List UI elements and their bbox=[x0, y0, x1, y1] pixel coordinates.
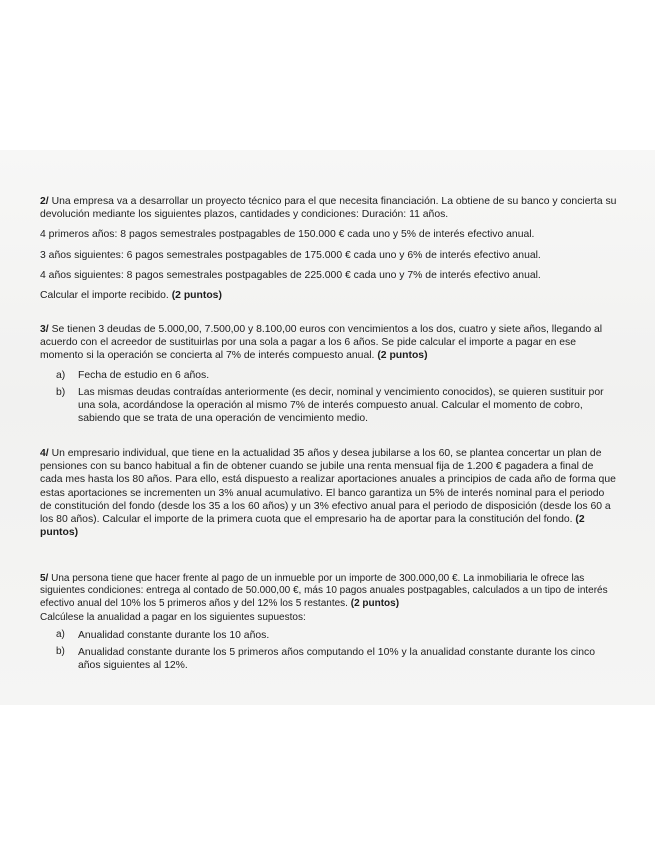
question-5-ask: Calcúlese la anualidad a pagar en los siguientes supuestos: bbox=[40, 612, 306, 624]
question-4 bbox=[40, 447, 618, 539]
question-number: 3/ bbox=[40, 324, 49, 335]
question-5-statement: 5/ Una persona tiene que hacer frente al pago de un inmueble por un importe de 300.000,00 €. La inmobiliaria le ofrece las siguientes condiciones: entrega al contado de 50.000,00 €, más 10 pagos anuales postpagables, calculados a un tipo de interés efectivo anual del 10% los 5 primeros años y del 12% los 5 restantes. (2 puntos) bbox=[40, 573, 608, 609]
question-2-line-1: 4 primeros años: 8 pagos semestrales postpagables de 150.000 € cada uno y 5% de interés efectivo anual. bbox=[40, 229, 535, 241]
question-5-part-b: b) Anualidad constante durante los 5 primeros años computando el 10% y la anualidad constante durante los cinco años siguientes al 12%. bbox=[56, 645, 595, 671]
question-3-part-a: a) Fecha de estudio en 6 años. bbox=[56, 369, 210, 381]
question-5 bbox=[40, 573, 618, 672]
question-number: 2/ bbox=[40, 196, 49, 207]
question-4-statement: 4/ Un empresario individual, que tiene en la actualidad 35 años y desea jubilarse a los 60, se plantea concertar un plan de pensiones con su banco habitual a fin de obtener cuando se jubile una renta mensual fija de 1.200 € pagadera a final de cada mes hasta los 80 años. Para ello, está dispuesto a realizar aportaciones anuales a principios de cada año de forma que estas aportaciones se incrementen un 3% anual acumulativo. El banco garantiza un 5% de interés nominal para el periodo de constitución del fondo (desde los 35 a los 60 años) y un 3% efectivo anual para el periodo de disposición (desde los 60 a los 80 años). Calcular el importe de la primera cuota que el empresario ha de aportar para la constitución del fondo. (2 puntos) bbox=[40, 448, 616, 539]
question-2 bbox=[40, 195, 618, 302]
question-2-ask: Calcular el importe recibido. (2 puntos) bbox=[40, 290, 222, 302]
question-3-part-b: b) Las mismas deudas contraídas anteriormente (es decir, nominal y vencimiento conocidos), se quieren sustituir por una sola, acordándose la operación al mismo 7% de interés compuesto anual. Calcular el momento de cobro, sabiendo que se trata de una operación de vencimiento medio. bbox=[56, 386, 604, 425]
points-label: (2 puntos) bbox=[171, 290, 222, 302]
question-number: 4/ bbox=[40, 448, 49, 459]
question-2-line-2: 3 años siguientes: 6 pagos semestrales postpagables de 175.000 € cada uno y 6% de interés efectivo anual. bbox=[40, 249, 541, 261]
points-label: (2 puntos) bbox=[40, 514, 585, 539]
question-3-statement: 3/ Se tienen 3 deudas de 5.000,00, 7.500,00 y 8.100,00 euros con vencimientos a los dos, cuatro y siete años, llegando al acuerdo con el acreedor de sustituirlas por una sola a pagar a los 6 años. Se pide calcular el importe a pagar en ese momento si la operación se concierta al 7% de interés compuesto anual. (2 puntos) bbox=[40, 324, 603, 362]
question-5-part-a: a) Anualidad constante durante los 10 años. bbox=[56, 628, 270, 641]
points-label: (2 puntos) bbox=[350, 597, 400, 609]
question-2-statement: 2/ Una empresa va a desarrollar un proyecto técnico para el que necesita financiación. La obtiene de su banco y concierta su devolución mediante los siguientes plazos, cantidades y condiciones: Duración: 11 años. bbox=[40, 196, 617, 221]
question-number: 5/ bbox=[40, 573, 49, 584]
question-3 bbox=[40, 323, 618, 425]
points-label: (2 puntos) bbox=[377, 350, 428, 362]
question-2-line-3: 4 años siguientes: 8 pagos semestrales postpagables de 225.000 € cada uno y 7% de interés efectivo anual. bbox=[40, 269, 541, 281]
